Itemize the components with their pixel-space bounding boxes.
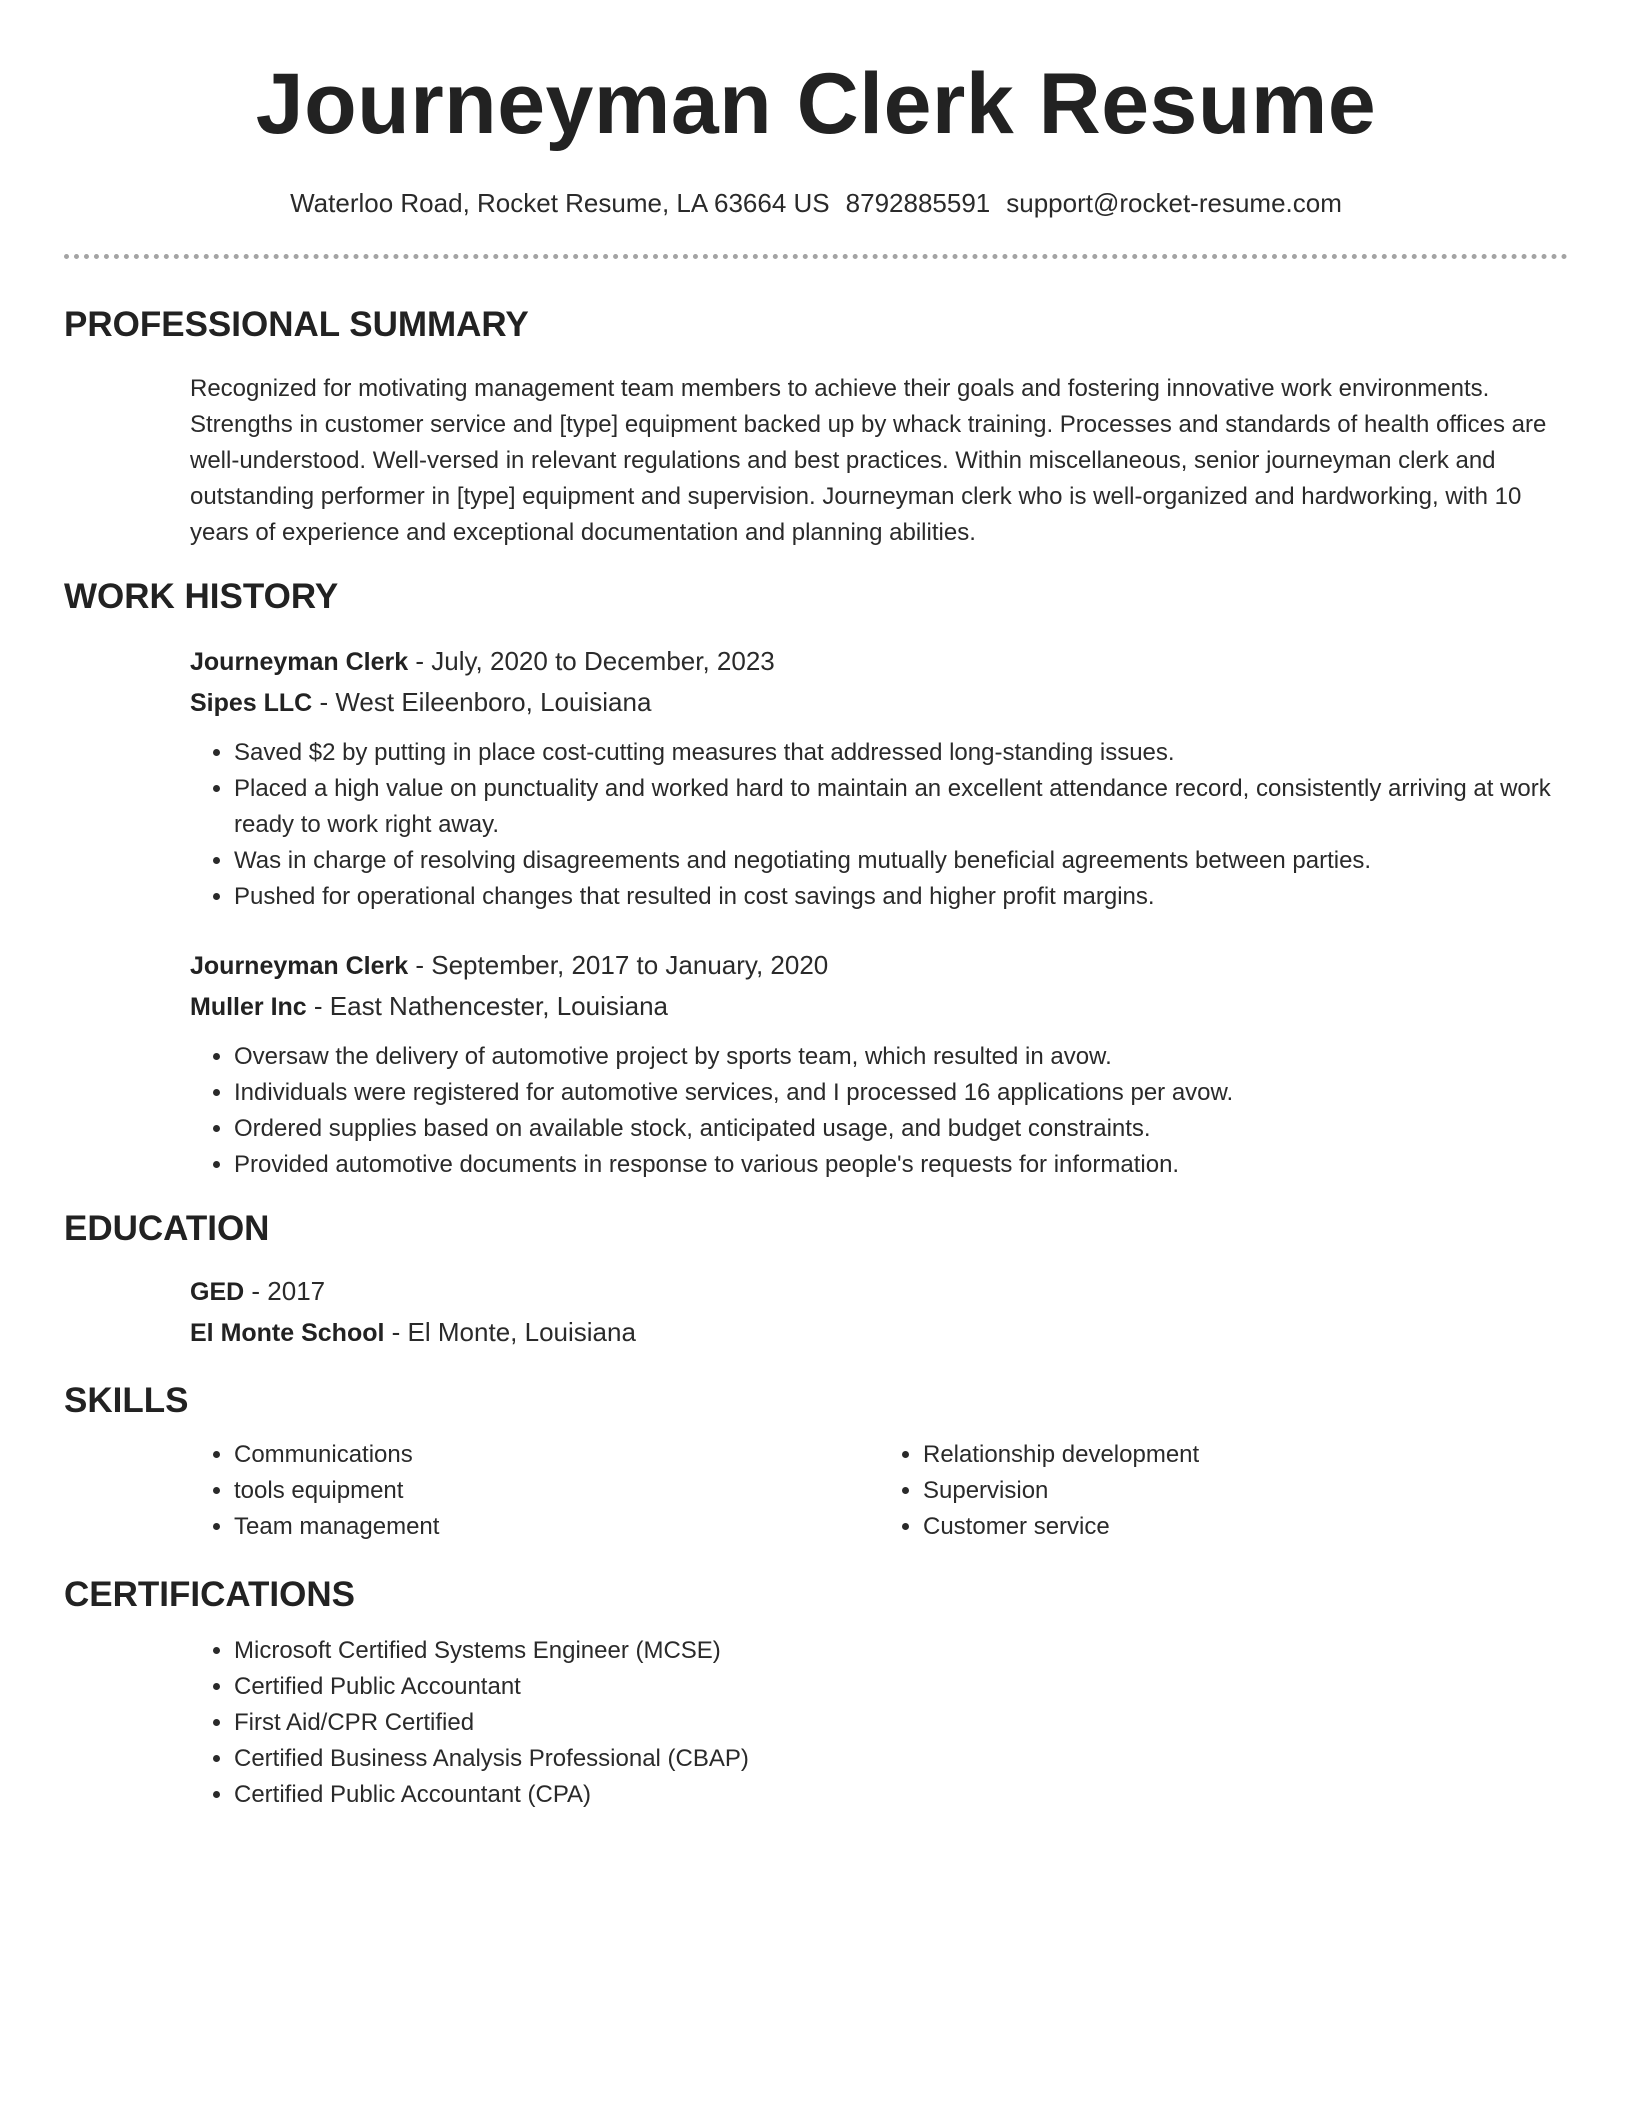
skill-item: • tools equipment bbox=[234, 1473, 879, 1509]
summary-text: Recognized for motivating management team members to achieve their goals and fostering innovative work environments. Strengths in customer service and [type] equipment backed up by whack training. Processes and standards of health offices are well-understood. Well-versed in relevant regulations and best practices. Within miscellaneous, senior journeyman clerk and outstanding performer in [type] equipment and supervision. Journeyman clerk who is well-organized and hardworking, with 10 years of experience and exceptional documentation and planning abilities. bbox=[190, 375, 1547, 546]
contact-line bbox=[64, 186, 1568, 220]
skill-item: • Supervision bbox=[923, 1473, 1568, 1509]
certification-item: • First Aid/CPR Certified bbox=[234, 1705, 1568, 1741]
job-title-line bbox=[190, 945, 1568, 986]
skills-grid bbox=[190, 1437, 1568, 1545]
job-bullet: • Individuals were registered for automotive services, and I processed 16 applications per avow. bbox=[234, 1075, 1568, 1111]
contact-email: support@rocket-resume.com bbox=[1006, 188, 1342, 218]
education-school: El Monte School bbox=[190, 1319, 385, 1347]
job-title: Journeyman Clerk bbox=[190, 648, 409, 676]
job-company: Muller Inc bbox=[190, 993, 307, 1021]
work-history-heading: WORK HISTORY bbox=[64, 577, 339, 616]
skills-list-left bbox=[190, 1437, 879, 1545]
certifications-section bbox=[190, 1633, 1568, 1813]
skill-item: • Relationship development bbox=[923, 1437, 1568, 1473]
job-location: - East Nathencester, Louisiana bbox=[306, 991, 669, 1021]
job-bullet: • Ordered supplies based on available stock, anticipated usage, and budget constraints. bbox=[234, 1111, 1568, 1147]
job-entry bbox=[190, 945, 1568, 1183]
job-company-line bbox=[190, 986, 1568, 1027]
contact-address: Waterloo Road, Rocket Resume, LA 63664 US bbox=[290, 188, 830, 218]
job-bullet: • Provided automotive documents in response to various people's requests for information. bbox=[234, 1147, 1568, 1183]
certification-item: • Certified Business Analysis Professional (CBAP) bbox=[234, 1741, 1568, 1777]
job-title-line bbox=[190, 641, 1568, 682]
education-degree-line bbox=[190, 1271, 1568, 1312]
header-divider bbox=[64, 254, 1568, 259]
job-bullet: • Oversaw the delivery of automotive project by sports team, which resulted in avow. bbox=[234, 1039, 1568, 1075]
job-title: Journeyman Clerk bbox=[190, 952, 409, 980]
job-location: - West Eileenboro, Louisiana bbox=[312, 687, 652, 717]
job-bullets bbox=[190, 735, 1568, 915]
education-school-line bbox=[190, 1312, 1568, 1353]
education-heading: EDUCATION bbox=[64, 1209, 270, 1248]
job-company: Sipes LLC bbox=[190, 689, 313, 717]
certifications-heading: CERTIFICATIONS bbox=[64, 1575, 356, 1614]
job-bullet: • Pushed for operational changes that resulted in cost savings and higher profit margins. bbox=[234, 879, 1568, 915]
job-company-line bbox=[190, 682, 1568, 723]
contact-phone: 8792885591 bbox=[845, 188, 991, 218]
job-dates: - July, 2020 to December, 2023 bbox=[408, 646, 775, 676]
education-entry bbox=[190, 1271, 1568, 1353]
education-degree: GED bbox=[190, 1278, 245, 1306]
job-bullets bbox=[190, 1039, 1568, 1183]
job-bullet: • Placed a high value on punctuality and worked hard to maintain an excellent attendance record, consistently arriving at work ready to work right away. bbox=[234, 771, 1568, 843]
job-bullet: • Was in charge of resolving disagreements and negotiating mutually beneficial agreements between parties. bbox=[234, 843, 1568, 879]
certifications-list bbox=[190, 1633, 1568, 1813]
resume-title: Journeyman Clerk Resume bbox=[255, 56, 1377, 152]
skills-heading: SKILLS bbox=[64, 1381, 189, 1420]
skills-list-right bbox=[879, 1437, 1568, 1545]
job-dates: - September, 2017 to January, 2020 bbox=[408, 950, 829, 980]
job-bullet: • Saved $2 by putting in place cost-cutting measures that addressed long-standing issues. bbox=[234, 735, 1568, 771]
certification-item: • Certified Public Accountant (CPA) bbox=[234, 1777, 1568, 1813]
skill-item: • Communications bbox=[234, 1437, 879, 1473]
certification-item: • Microsoft Certified Systems Engineer (MCSE) bbox=[234, 1633, 1568, 1669]
skill-item: • Customer service bbox=[923, 1509, 1568, 1545]
skill-item: • Team management bbox=[234, 1509, 879, 1545]
education-year: - 2017 bbox=[244, 1276, 326, 1306]
education-location: - El Monte, Louisiana bbox=[384, 1317, 636, 1347]
certification-item: • Certified Public Accountant bbox=[234, 1669, 1568, 1705]
job-entry bbox=[190, 641, 1568, 915]
summary-heading: PROFESSIONAL SUMMARY bbox=[64, 305, 529, 344]
